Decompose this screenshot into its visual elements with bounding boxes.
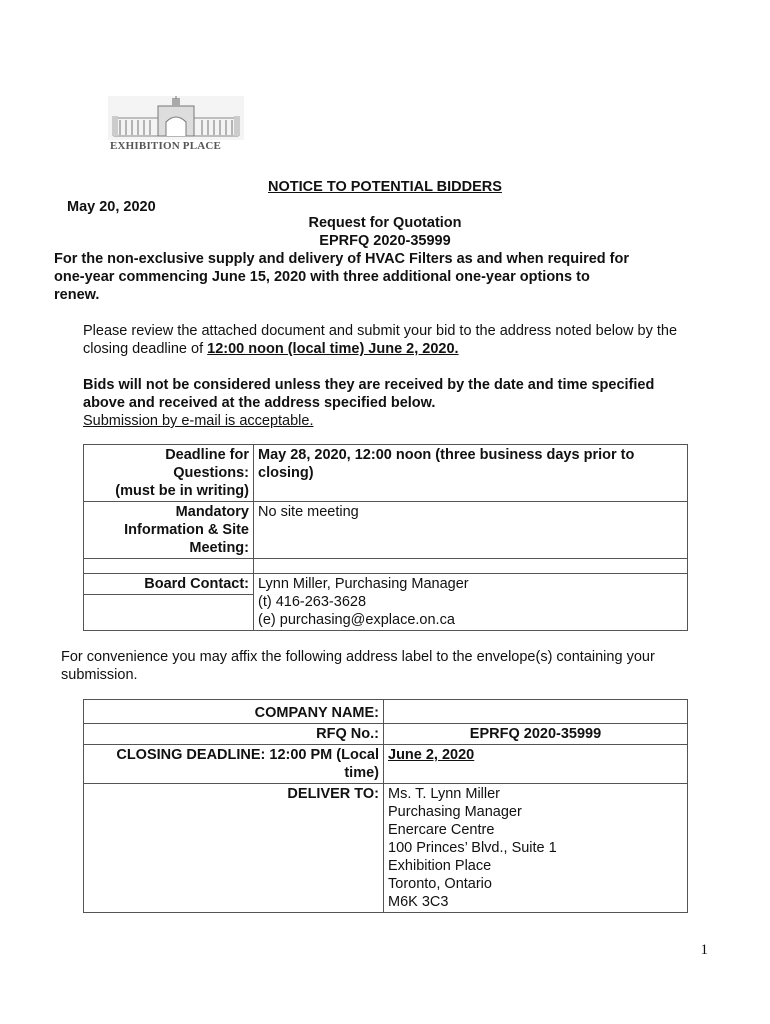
review-line: Please review the attached document and submit your bid to the address noted below by the bbox=[83, 323, 678, 339]
description bbox=[54, 250, 629, 304]
warning-line: above and received at the address specified below. bbox=[83, 395, 436, 411]
address-line: Enercare Centre bbox=[388, 822, 495, 838]
closing-deadline: 12:00 noon (local time) June 2, 2020. bbox=[207, 341, 459, 357]
contact-value bbox=[254, 574, 688, 631]
address-label-table bbox=[83, 699, 688, 913]
contact-phone: (t) 416-263-3628 bbox=[258, 594, 367, 610]
closing-date: June 2, 2020 bbox=[388, 747, 475, 763]
rfq-label: RFQ No.: bbox=[84, 724, 384, 745]
convenience-line: submission. bbox=[61, 667, 138, 683]
closing-value bbox=[384, 745, 688, 784]
address-line: Exhibition Place bbox=[388, 858, 492, 874]
rfq-heading: Request for Quotation bbox=[308, 215, 462, 231]
review-prefix: closing deadline of bbox=[83, 341, 208, 357]
deliver-label: DELIVER TO: bbox=[84, 784, 384, 913]
label-text: time) bbox=[344, 765, 379, 781]
rfq-number: EPRFQ 2020-35999 bbox=[319, 233, 451, 249]
warning-line: Bids will not be considered unless they are received by the date and time specified bbox=[83, 377, 655, 393]
rfq-value: EPRFQ 2020-35999 bbox=[384, 724, 688, 745]
label-text: Questions: bbox=[173, 465, 249, 481]
table-row bbox=[84, 559, 688, 574]
empty-cell bbox=[84, 559, 254, 574]
address-line: Toronto, Ontario bbox=[388, 876, 492, 892]
label-text: Deadline for bbox=[165, 447, 249, 463]
address-line: Purchasing Manager bbox=[388, 804, 522, 820]
meeting-label bbox=[84, 502, 254, 559]
contact-label: Board Contact: bbox=[144, 576, 249, 592]
exhibition-place-logo bbox=[108, 96, 244, 156]
label-text: Mandatory bbox=[175, 504, 249, 520]
address-line: Ms. T. Lynn Miller bbox=[388, 786, 500, 802]
deliver-address bbox=[384, 784, 688, 913]
label-text: CLOSING DEADLINE: 12:00 PM (Local bbox=[116, 747, 379, 763]
address-line: 100 Princes’ Blvd., Suite 1 bbox=[388, 840, 557, 856]
label-text: Information & Site bbox=[124, 522, 249, 538]
convenience-line: For convenience you may affix the following address label to the envelope(s) containing your bbox=[61, 649, 655, 665]
contact-email: (e) purchasing@explace.on.ca bbox=[258, 612, 455, 628]
empty-cell bbox=[84, 594, 253, 630]
closing-label bbox=[84, 745, 384, 784]
address-line: M6K 3C3 bbox=[388, 894, 449, 910]
table-row bbox=[84, 724, 688, 745]
contact-name: Lynn Miller, Purchasing Manager bbox=[258, 576, 469, 592]
review-paragraph bbox=[83, 322, 677, 358]
value-text: closing) bbox=[258, 465, 314, 481]
meeting-value: No site meeting bbox=[254, 502, 688, 559]
description-line: For the non-exclusive supply and delivery of HVAC Filters as and when required for bbox=[54, 251, 630, 267]
description-line: renew. bbox=[54, 287, 100, 303]
description-line: one-year commencing June 15, 2020 with three additional one-year options to bbox=[54, 269, 590, 285]
notice-title: NOTICE TO POTENTIAL BIDDERS bbox=[268, 179, 502, 195]
table-row bbox=[84, 700, 688, 724]
table-row bbox=[84, 784, 688, 913]
empty-cell bbox=[254, 559, 688, 574]
review-line bbox=[83, 340, 677, 358]
email-note: Submission by e-mail is acceptable. bbox=[83, 413, 314, 429]
table-row bbox=[84, 502, 688, 559]
value-text: May 28, 2020, 12:00 noon (three business days prior to bbox=[258, 447, 635, 463]
company-value bbox=[384, 700, 688, 724]
deadline-label bbox=[84, 445, 254, 502]
table-row bbox=[84, 445, 688, 502]
label-text: (must be in writing) bbox=[115, 483, 249, 499]
table-row bbox=[84, 745, 688, 784]
convenience-paragraph bbox=[61, 648, 655, 684]
company-label: COMPANY NAME: bbox=[84, 700, 384, 724]
info-table bbox=[83, 444, 688, 631]
logo-text: EXHIBITION PLACE bbox=[110, 140, 222, 152]
label-text: Meeting: bbox=[189, 540, 249, 556]
gate-building-icon bbox=[108, 96, 244, 140]
deadline-value bbox=[254, 445, 688, 502]
page-number: 1 bbox=[700, 942, 708, 958]
contact-label-cell bbox=[84, 574, 254, 631]
warning-paragraph bbox=[83, 376, 654, 430]
notice-date: May 20, 2020 bbox=[67, 199, 156, 215]
table-row bbox=[84, 574, 688, 631]
